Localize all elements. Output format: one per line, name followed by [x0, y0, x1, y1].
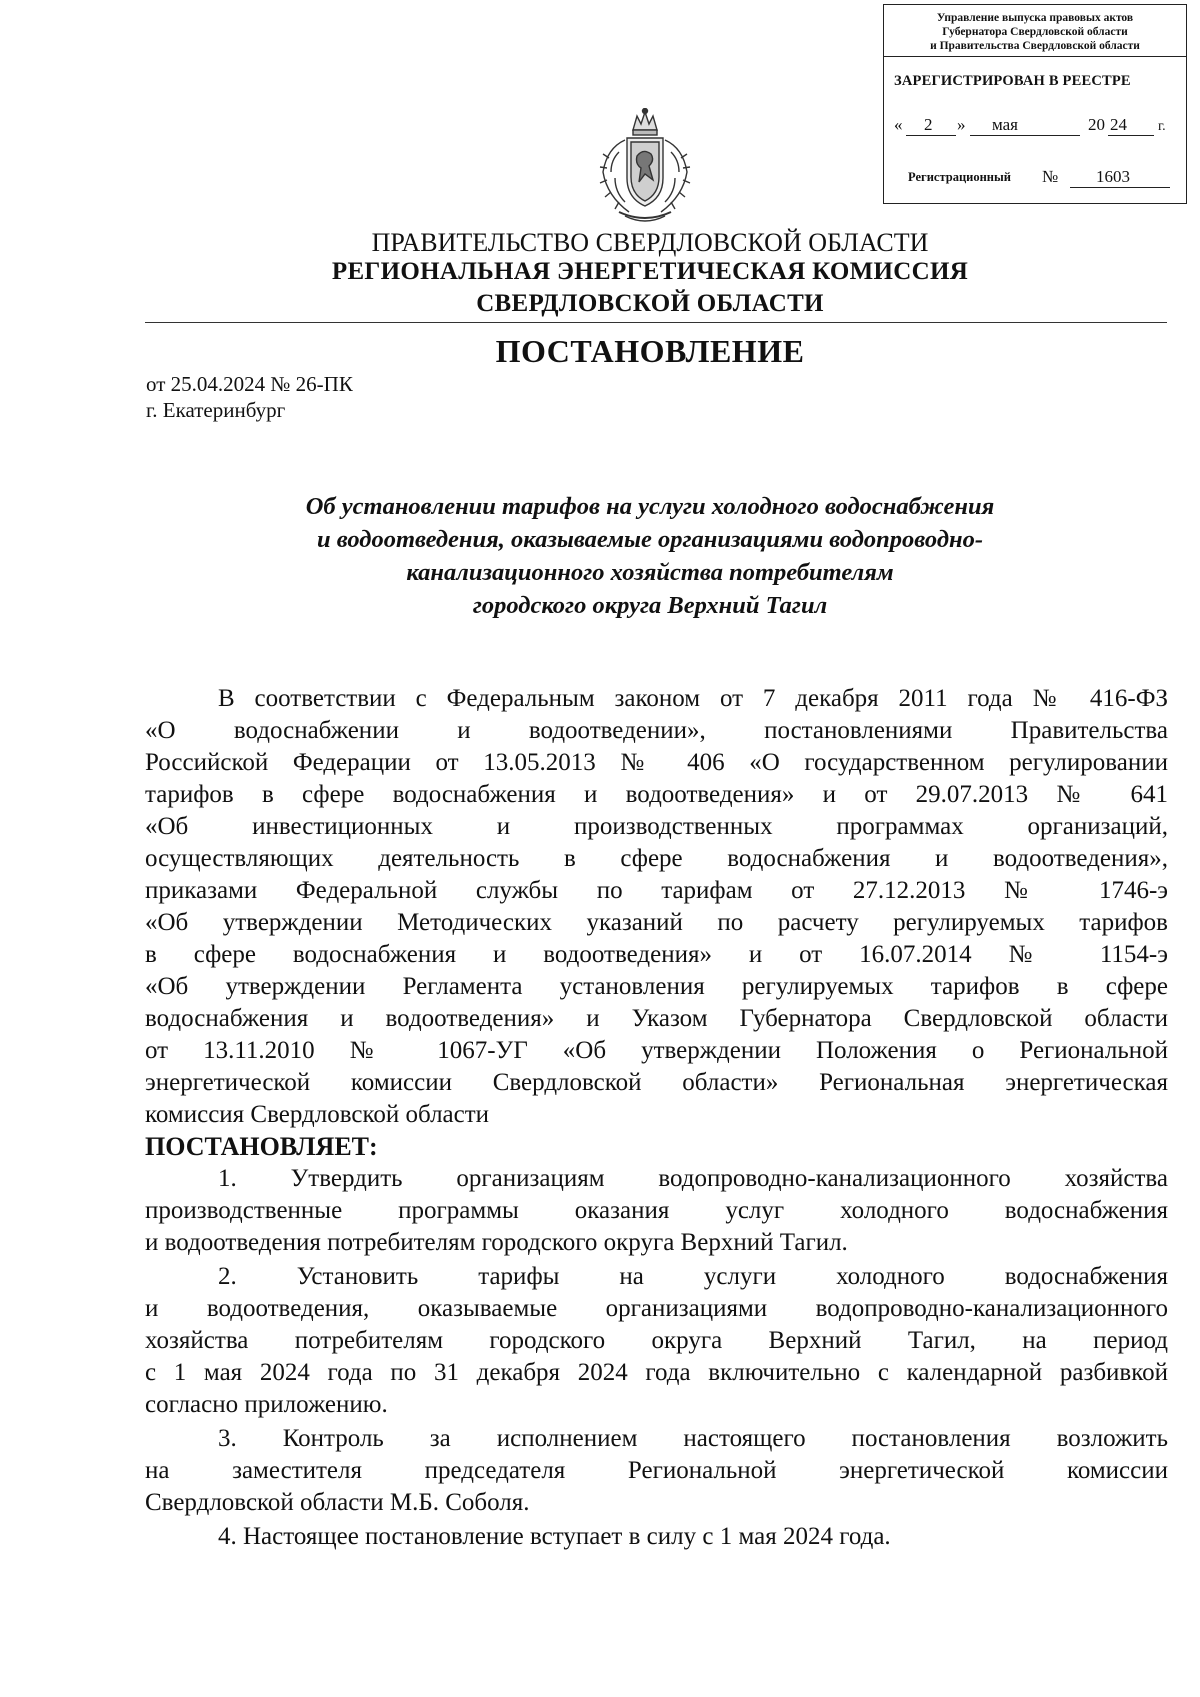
item-3-line: Свердловской области М.Б. Соболя. — [145, 1489, 530, 1516]
stamp-registered: ЗАРЕГИСТРИРОВАН В РЕЕСТРЕ — [894, 73, 1131, 89]
registry-stamp — [883, 4, 1187, 204]
stamp-month: мая — [992, 115, 1019, 134]
item-2-line: согласно приложению. — [145, 1391, 388, 1418]
stamp-number: 1603 — [1096, 167, 1130, 186]
government-name: ПРАВИТЕЛЬСТВО СВЕРДЛОВСКОЙ ОБЛАСТИ — [371, 228, 929, 257]
stamp-year-suffix: 24 — [1110, 115, 1127, 134]
item-1-line: 1. Утвердить организациям водопроводно-канализационного хозяйства — [218, 1165, 1168, 1192]
commission-name-line2: СВЕРДЛОВСКОЙ ОБЛАСТИ — [476, 290, 824, 317]
document-date-number: от 25.04.2024 № 26-ПК — [146, 372, 353, 396]
item-2-line: хозяйства потребителям городского округа Верхний Тагил, на период — [145, 1327, 1168, 1354]
item-2-line: и водоотведения, оказываемые организациями водопроводно-канализационного — [145, 1295, 1168, 1322]
item-1-line: производственные программы оказания услуг холодного водоснабжения — [145, 1197, 1168, 1224]
document-title-line: и водоотведения, оказываемые организациями водопроводно- — [316, 526, 984, 553]
preamble-line: от 13.11.2010 № 1067-УГ «Об утверждении Положения о Региональной — [145, 1037, 1168, 1064]
document-title-line: городского округа Верхний Тагил — [472, 592, 828, 619]
stamp-org-line: Губернатора Свердловской области — [942, 26, 1128, 38]
document-city: г. Екатеринбург — [146, 398, 286, 422]
stamp-org-line: Управление выпуска правовых актов — [936, 12, 1134, 24]
document-title-line: Об установлении тарифов на услуги холодного водоснабжения — [305, 493, 995, 520]
commission-name-line1: РЕГИОНАЛЬНАЯ ЭНЕРГЕТИЧЕСКАЯ КОМИССИЯ — [331, 258, 969, 285]
stamp-year-prefix: 20 — [1088, 115, 1105, 134]
preamble-line: осуществляющих деятельность в сфере водоснабжения и водоотведения», — [145, 845, 1168, 872]
item-2-line: с 1 мая 2024 года по 31 декабря 2024 года включительно с календарной разбивкой — [145, 1359, 1168, 1386]
item-2-line: 2. Установить тарифы на услуги холодного водоснабжения — [218, 1263, 1168, 1290]
stamp-number-sign: № — [1042, 167, 1059, 186]
document-title-line: канализационного хозяйства потребителям — [406, 559, 894, 586]
item-3-line: на заместителя председателя Региональной энергетической комиссии — [145, 1457, 1168, 1484]
preamble-line: «О водоснабжении и водоотведении», постановлениями Правительства — [145, 717, 1168, 744]
preamble-line: «Об утверждении Методических указаний по расчету регулируемых тарифов — [145, 909, 1168, 936]
stamp-day: 2 — [924, 115, 933, 134]
stamp-date — [894, 115, 1184, 137]
preamble-line: энергетической комиссии Свердловской области» Региональная энергетическая — [145, 1069, 1168, 1096]
preamble-line: тарифов в сфере водоснабжения и водоотведения» и от 29.07.2013 № 641 — [145, 781, 1168, 808]
item-3-line: 3. Контроль за исполнением настоящего постановления возложить — [218, 1425, 1168, 1452]
item-1-line: и водоотведения потребителям городского округа Верхний Тагил. — [145, 1229, 848, 1256]
preamble-line: «Об инвестиционных и производственных программах организаций, — [145, 813, 1168, 840]
stamp-org — [884, 5, 1186, 57]
stamp-year-mark: г. — [1158, 119, 1166, 134]
item-4-line: 4. Настоящее постановление вступает в силу с 1 мая 2024 года. — [218, 1523, 891, 1550]
stamp-close-quote: » — [957, 115, 966, 134]
preamble-line: водоснабжения и водоотведения» и Указом Губернатора Свердловской области — [145, 1005, 1168, 1032]
preamble-line: «Об утверждении Регламента установления регулируемых тарифов в сфере — [145, 973, 1168, 1000]
stamp-org-line: и Правительства Свердловской области — [930, 40, 1140, 52]
coat-of-arms-icon — [585, 108, 705, 226]
preamble-line: В соответствии с Федеральным законом от 7 декабря 2011 года № 416-ФЗ — [218, 685, 1168, 712]
preamble-line: комиссия Свердловской области — [145, 1101, 490, 1128]
header-divider — [145, 322, 1167, 323]
preamble-line: Российской Федерации от 13.05.2013 № 406 «О государственном регулировании — [145, 749, 1168, 776]
stamp-open-quote: « — [894, 115, 903, 134]
stamp-number-label: Регистрационный — [908, 170, 1011, 184]
resolves-heading: ПОСТАНОВЛЯЕТ: — [145, 1132, 378, 1161]
document-type: ПОСТАНОВЛЕНИЕ — [495, 333, 805, 369]
stamp-number-row — [908, 167, 1178, 189]
preamble-line: приказами Федеральной службы по тарифам от 27.12.2013 № 1746-э — [145, 877, 1168, 904]
preamble-line: в сфере водоснабжения и водоотведения» и от 16.07.2014 № 1154-э — [145, 941, 1168, 968]
